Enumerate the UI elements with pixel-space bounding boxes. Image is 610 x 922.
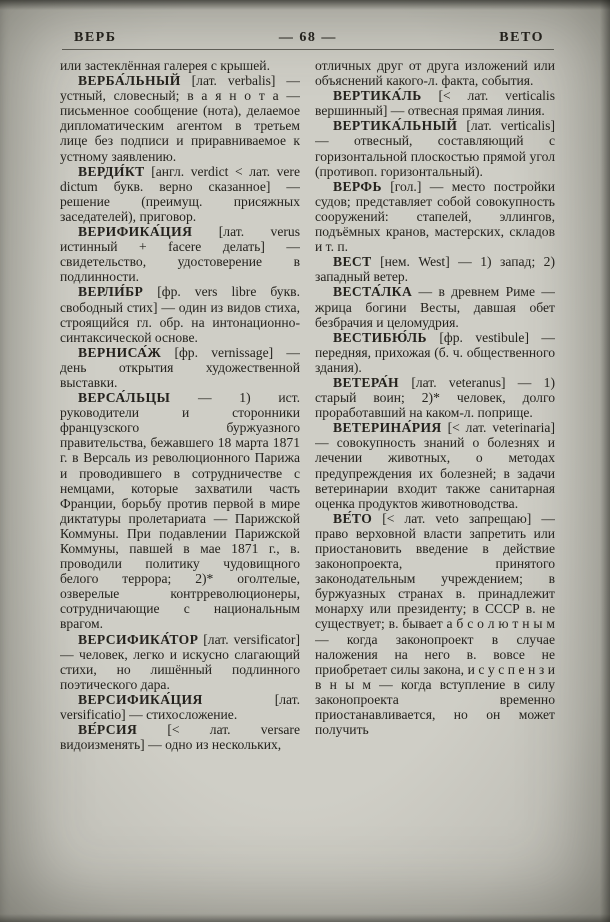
entry-term: ВЕРНИСА́Ж — [78, 344, 162, 360]
header-rule — [62, 49, 554, 50]
entry-term: ВЕРСИФИКА́ЦИЯ — [78, 691, 203, 707]
entry-body: [лат. verus истинный + facere делать] — свидетельство, удостоверение в подлинности. — [60, 224, 300, 285]
entry-term: ВЕРЛИ́БР — [78, 284, 144, 300]
entry-body: [фр. vers libre букв. свободный стих] — один из видов стиха, строящийся гл. обр. на интонационно-синтаксической основе. — [60, 284, 300, 345]
dictionary-entry — [315, 330, 555, 375]
text-columns — [60, 58, 556, 900]
entry-body: [нем. West] — 1) запад; 2) западный ветер. — [315, 254, 555, 285]
entry-term: ВЕСТ — [333, 254, 372, 270]
entry-body: [< лат. versare видоизменять] — одно из нескольких, — [60, 722, 300, 753]
entry-body: [< лат. veterinaria] — совокупность знаний о болезнях и лечении животных, о методах предупреждения их болезней; в задачи ветеринарии входит также санитарная оценка продуктов животноводства. — [315, 420, 555, 511]
right-column — [315, 58, 555, 900]
dictionary-entry — [60, 164, 300, 224]
entry-term: ВЕ́ТО — [333, 510, 373, 526]
dictionary-entry — [315, 254, 555, 284]
entry-body: — в древнем Риме — жрица богини Весты, давшая обет безбрачия и целомудрия. — [315, 284, 555, 330]
dictionary-entry — [60, 632, 300, 692]
entry-term: ВЕРБА́ЛЬНЫЙ — [78, 73, 181, 89]
dictionary-entry — [315, 179, 555, 254]
entry-term: ВЕРСИФИКА́ТОР — [78, 631, 199, 647]
dictionary-entry — [315, 511, 555, 737]
entry-term: ВЕСТИБЮ́ЛЬ — [333, 329, 427, 345]
dictionary-entry — [315, 375, 555, 420]
dictionary-entry — [60, 390, 300, 632]
entry-body: [лат. versificatio] — стихосложение. — [60, 691, 300, 723]
entry-body: [гол.] — место постройки судов; представляет собой совокупность сооружений: стапелей, эллингов, подъёмных кранов, мастерских, складов и т. п. — [315, 178, 555, 255]
dictionary-entry — [60, 284, 300, 344]
entry-body: [лат. verbalis] — устный, словесный; в а я н о т а — письменное сообщение (нота), делаемое дипломатическим агентом в третьем лице без подписи и приравниваемое к устному заявлению. — [60, 73, 300, 164]
entry-body: — 1) ист. руководители и сторонники французского буржуазного правительства, бежавшего 18 марта 1871 г. в Версаль из революционного Парижа и проводившего в сотрудничестве с немцами, которые захватили часть Франции, борьбу против первой в мире диктатуры пролетариата — Парижской Коммуны. При подавлении Парижской Коммуны, павшей в мае 1871 г., в. проводили политику чудовищного белого террора; 2)* оголтелые, озверелые контрреволюционеры, сотрудничающие с национальным врагом. — [60, 390, 300, 632]
scan-edge-bottom — [0, 914, 610, 922]
running-head-right: ВЕТО — [499, 30, 544, 45]
entry-body: [фр. vestibule] — передняя, прихожая (б. ч. общественного здания). — [315, 329, 555, 375]
left-column — [60, 58, 300, 900]
scan-edge-right — [600, 0, 610, 922]
entry-term: ВЕРТИКА́ЛЬНЫЙ — [333, 118, 458, 134]
dictionary-entry-continuation — [60, 58, 300, 73]
entry-term: ВЕРФЬ — [333, 178, 382, 194]
dictionary-entry — [60, 722, 300, 752]
entry-body: [лат. verticalis] — отвесный, составляющий с горизонтальной плоскостью прямой угол (противоп. горизонтальный). — [315, 118, 555, 179]
dictionary-entry — [315, 88, 555, 118]
dictionary-entry — [315, 420, 555, 511]
entry-term: ВЕРИФИКА́ЦИЯ — [78, 224, 193, 240]
dictionary-entry — [60, 692, 300, 722]
entry-body: [лат. veteranus] — 1) старый воин; 2)* человек, долго проработавший на каком-л. поприще. — [315, 374, 555, 421]
entry-body: [< лат. veto запрещаю] — право верховной власти запретить или приостановить введение в действие законопроекта, принятого законодательным учреждением; в буржуазных странах в. принадлежит монарху или президенту; в СССР в. не существует; в. бывает а б с о л ю т н ы м — когда законопроект в случае наложения на него в. вовсе не приобретает силы закона, и с у с п е н з и в н ы м — когда вступление в силу законопроекта временно приостанавливается, но он может получить — [315, 510, 555, 738]
entry-term: ВЕТЕРИНА́РИЯ — [333, 420, 442, 436]
dictionary-entry — [315, 284, 555, 329]
entry-term: ВЕТЕРА́Н — [333, 374, 400, 390]
entry-term: ВЕРСА́ЛЬЦЫ — [78, 390, 171, 406]
dictionary-entry — [60, 73, 300, 164]
dictionary-entry-continuation — [315, 58, 555, 88]
scan-edge-top — [0, 0, 610, 10]
running-head-left: ВЕРБ — [74, 30, 117, 45]
entry-body: [лат. versificator] — человек, легко и искусно слагающий стихи, но лишённый подлинного поэтического дара. — [60, 631, 300, 692]
dictionary-entry — [60, 224, 300, 284]
entry-term: ВЕРДИ́КТ — [78, 163, 145, 179]
entry-term: ВЕРТИКА́ЛЬ — [333, 88, 422, 104]
running-head — [60, 30, 556, 49]
entry-body: [фр. vernissage] — день открытия художественной выставки. — [60, 344, 300, 390]
dictionary-entry — [60, 345, 300, 390]
page-number: — 68 — — [278, 30, 337, 45]
dictionary-entry — [315, 118, 555, 178]
entry-term: ВЕ́РСИЯ — [78, 722, 138, 738]
entry-body: отличных друг от друга изложений или объяснений какого-л. факта, события. — [315, 58, 555, 89]
entry-body: [англ. verdict < лат. vere dictum букв. верно сказанное] — решение (преимущ. присяжных заседателей), приговор. — [60, 163, 300, 224]
entry-body: или застеклённая галерея с крышей. — [60, 58, 270, 73]
entry-body: [< лат. verticalis вершинный] — отвесная прямая линия. — [315, 88, 555, 119]
entry-term: ВЕСТА́ЛКА — [333, 284, 413, 300]
